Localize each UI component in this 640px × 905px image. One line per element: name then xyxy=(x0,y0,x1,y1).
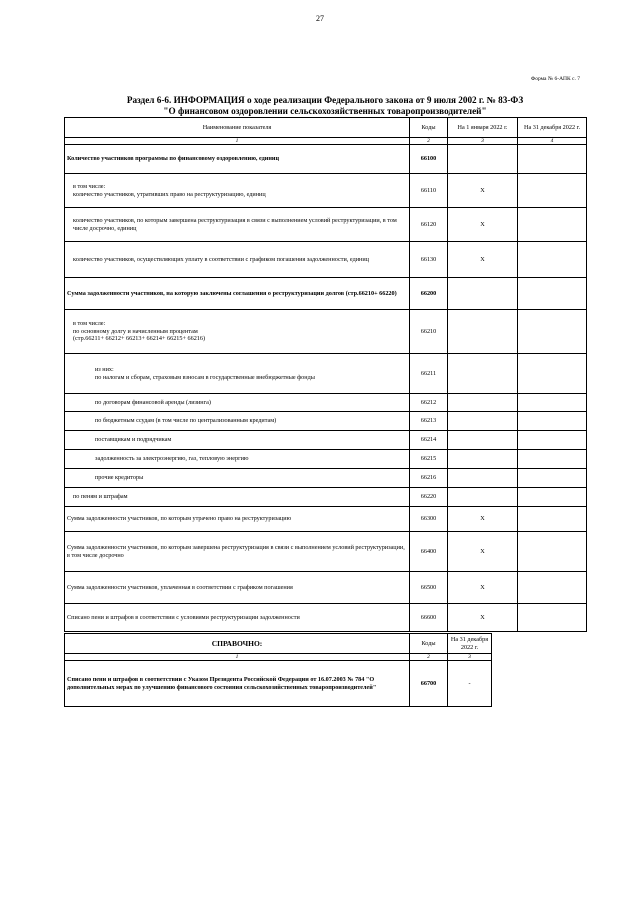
col-number: 3 xyxy=(448,654,492,661)
row-dec xyxy=(518,450,587,469)
row-jan xyxy=(448,469,518,488)
row-dec xyxy=(518,507,587,532)
table-row xyxy=(65,242,587,278)
col-number: 1 xyxy=(65,654,410,661)
header-name: Наименование показателя xyxy=(65,118,410,138)
row-code: 66215 xyxy=(410,450,448,469)
row-label: по пеням и штрафам xyxy=(65,488,410,507)
reference-table xyxy=(64,633,492,707)
row-label: Сумма задолженности участников, по которым утрачено право на реструктуризацию xyxy=(65,507,410,532)
section-title: Раздел 6-6. ИНФОРМАЦИЯ о ходе реализации Федерального закона от 9 июля 2002 г. № 83-ФЗ xyxy=(126,95,524,105)
row-jan xyxy=(448,431,518,450)
table-row xyxy=(65,278,587,310)
table-row xyxy=(65,661,492,707)
table-row xyxy=(65,604,587,632)
ref-header-name: СПРАВОЧНО: xyxy=(65,634,410,654)
row-code: 66400 xyxy=(410,532,448,572)
row-code: 66211 xyxy=(410,354,448,394)
table-row xyxy=(65,488,587,507)
row-dec xyxy=(518,208,587,242)
row-code: 66300 xyxy=(410,507,448,532)
row-label: Списано пени и штрафов в соответствии с условиями реструктуризации задолженности xyxy=(65,604,410,632)
row-label: поставщикам и подрядчикам xyxy=(65,431,410,450)
ref-row-code: 66700 xyxy=(410,661,448,707)
row-code: 66500 xyxy=(410,572,448,604)
row-jan xyxy=(448,354,518,394)
row-dec xyxy=(518,242,587,278)
row-code: 66130 xyxy=(410,242,448,278)
table-row xyxy=(65,532,587,572)
row-dec xyxy=(518,278,587,310)
row-label: задолженность за электроэнергию, газ, тепловую энергию xyxy=(65,450,410,469)
row-code: 66600 xyxy=(410,604,448,632)
row-jan xyxy=(448,412,518,431)
row-code: 66216 xyxy=(410,469,448,488)
ref-row-label: Списано пени и штрафов в соответствии с Указом Президента Российской Федерации от 16.07.2003 № 784 "О дополнительных мерах по улучшению финансового состояния сельскохозяйственных товаропроизводителей" xyxy=(65,661,410,707)
row-jan xyxy=(448,145,518,174)
row-jan xyxy=(448,394,518,412)
row-code: 66100 xyxy=(410,145,448,174)
row-code: 66213 xyxy=(410,412,448,431)
table-row xyxy=(65,174,587,208)
row-code: 66200 xyxy=(410,278,448,310)
row-dec xyxy=(518,604,587,632)
row-dec xyxy=(518,431,587,450)
row-jan: X xyxy=(448,208,518,242)
column-numbers-row xyxy=(65,138,587,145)
table-row xyxy=(65,310,587,354)
row-label: в том числе: по основному долгу и начисленным процентам (стр.66211+ 66212+ 66213+ 66214+ 66215+ 66216) xyxy=(65,310,410,354)
row-dec xyxy=(518,310,587,354)
section-subtitle: "О финансовом оздоровлении сельскохозяйственных товаропроизводителей" xyxy=(163,106,487,116)
row-dec xyxy=(518,488,587,507)
col-number: 1 xyxy=(65,138,410,145)
row-jan: X xyxy=(448,532,518,572)
ref-header-code: Коды xyxy=(410,634,448,654)
row-label: по договорам финансовой аренды (лизинга) xyxy=(65,394,410,412)
row-dec xyxy=(518,469,587,488)
header-dec: На 31 декабря 2022 г. xyxy=(518,118,587,138)
row-jan xyxy=(448,278,518,310)
ref-header-dec: На 31 декабря 2022 г. xyxy=(448,634,492,654)
row-label: Сумма задолженности участников, по которым завершена реструктуризация в связи с выполнением условий реструктуризации, в том числе досрочно xyxy=(65,532,410,572)
form-note: Форма № 6-АПК с. 7 xyxy=(530,76,580,82)
row-jan xyxy=(448,488,518,507)
col-number: 4 xyxy=(518,138,587,145)
page-number: 27 xyxy=(316,14,324,23)
main-table xyxy=(64,117,587,632)
row-code: 66110 xyxy=(410,174,448,208)
row-label: количество участников, по которым завершена реструктуризация в связи с выполнением условий реструктуризации, в том числе досрочно, единиц xyxy=(65,208,410,242)
row-code: 66214 xyxy=(410,431,448,450)
row-jan: X xyxy=(448,242,518,278)
row-jan xyxy=(448,310,518,354)
row-dec xyxy=(518,412,587,431)
row-jan: X xyxy=(448,572,518,604)
ref-column-numbers-row xyxy=(65,654,492,661)
row-label: из них: по налогам и сборам, страховым взносам в государственные внебюджетные фонды xyxy=(65,354,410,394)
row-label: Сумма задолженности участников, уплаченная в соответствии с графиком погашения xyxy=(65,572,410,604)
row-label: прочие кредиторы xyxy=(65,469,410,488)
row-dec xyxy=(518,145,587,174)
col-number: 2 xyxy=(410,138,448,145)
row-dec xyxy=(518,394,587,412)
row-label: количество участников, осуществляющих уплату в соответствии с графиком погашения задолженности, единиц xyxy=(65,242,410,278)
col-number: 2 xyxy=(410,654,448,661)
row-dec xyxy=(518,174,587,208)
table-row xyxy=(65,145,587,174)
table-row xyxy=(65,208,587,242)
reference-table-header xyxy=(65,634,492,654)
main-table-header xyxy=(65,118,587,138)
row-dec xyxy=(518,572,587,604)
row-code: 66220 xyxy=(410,488,448,507)
row-label: в том числе: количество участников, утративших право на реструктуризацию, единиц xyxy=(65,174,410,208)
table-row xyxy=(65,572,587,604)
col-number: 3 xyxy=(448,138,518,145)
table-row xyxy=(65,354,587,394)
table-row xyxy=(65,507,587,532)
header-jan: На 1 января 2022 г. xyxy=(448,118,518,138)
table-row xyxy=(65,412,587,431)
row-jan xyxy=(448,450,518,469)
row-dec xyxy=(518,354,587,394)
table-row xyxy=(65,394,587,412)
row-code: 66212 xyxy=(410,394,448,412)
row-code: 66120 xyxy=(410,208,448,242)
row-code: 66210 xyxy=(410,310,448,354)
row-label: Количество участников программы по финансовому оздоровлению, единиц xyxy=(65,145,410,174)
row-label: Сумма задолженности участников, на которую заключены соглашения о реструктуризации долгов (стр.66210+ 66220) xyxy=(65,278,410,310)
table-row xyxy=(65,450,587,469)
table-row xyxy=(65,431,587,450)
row-jan: X xyxy=(448,174,518,208)
row-dec xyxy=(518,532,587,572)
ref-row-dec: - xyxy=(448,661,492,707)
row-jan: X xyxy=(448,507,518,532)
row-label: по бюджетным ссудам (в том числе по централизованным кредитам) xyxy=(65,412,410,431)
header-code: Коды xyxy=(410,118,448,138)
table-row xyxy=(65,469,587,488)
row-jan: X xyxy=(448,604,518,632)
